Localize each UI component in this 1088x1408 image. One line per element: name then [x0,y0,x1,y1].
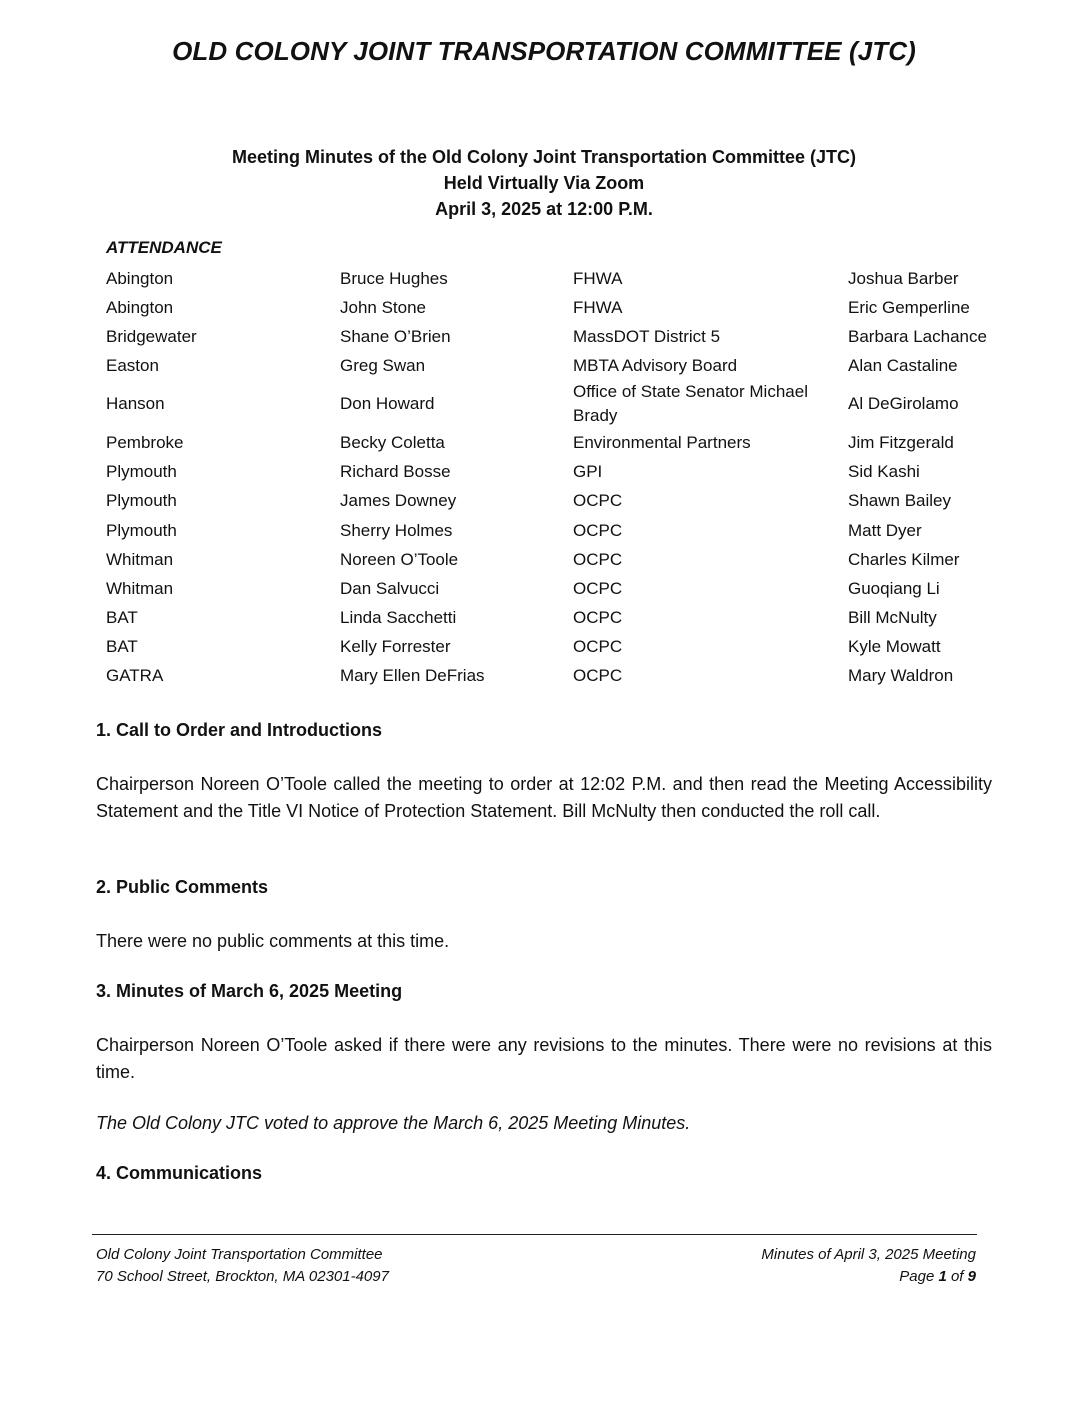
meeting-heading [0,144,1088,222]
attendance-member: Richard Bosse [340,461,451,481]
attendance-row [106,380,1006,428]
attendance-town: Pembroke [106,432,184,452]
attendance-member: James Downey [340,491,457,510]
attendance-member: Kelly Forrester [340,636,451,656]
footer-right [761,1244,976,1288]
attendance-agency: Environmental Partners [573,432,751,452]
section-3-body: Chairperson Noreen O’Toole asked if there were any revisions to the minutes. There were no revisions at this time. [96,1035,992,1082]
attendance-town: Whitman [106,578,174,598]
attendance-agency: OCPC [573,549,623,569]
attendance-attendee: Bill McNulty [848,607,937,627]
attendance-town: Hanson [106,394,165,413]
section-2-title: 2. Public Comments [96,877,269,897]
attendance-row [106,574,1006,603]
attendance-row [106,545,1006,574]
attendance-agency: OCPC [573,636,623,656]
attendance-attendee: Eric Gemperline [848,297,970,317]
attendance-row [106,428,1006,457]
footer-minutes-label: Minutes of April 3, 2025 Meeting [761,1246,976,1263]
attendance-town: BAT [106,636,138,656]
attendance-row [106,661,1006,690]
attendance-agency: MassDOT District 5 [573,326,721,346]
attendance-agency: OCPC [573,607,623,627]
footer-divider [92,1234,977,1235]
attendance-agency: FHWA [573,268,623,288]
attendance-row [106,516,1006,545]
attendance-member: Mary Ellen DeFrias [340,665,485,685]
attendance-member: Don Howard [340,394,435,413]
attendance-attendee: Shawn Bailey [848,491,952,510]
attendance-town: Abington [106,268,174,288]
attendance-row [106,457,1006,486]
attendance-table [106,264,1006,690]
section-1-body: Chairperson Noreen O’Toole called the meeting to order at 12:02 P.M. and then read the Meeting Accessibility Statement and the Title VI Notice of Protection Statement. Bill McNulty then conducted the roll call. [96,774,992,821]
page-current: 1 [938,1268,947,1285]
attendance-town: GATRA [106,665,164,685]
attendance-agency: GPI [573,461,603,481]
attendance-member: Dan Salvucci [340,578,440,598]
attendance-attendee: Kyle Mowatt [848,636,941,656]
attendance-row [106,351,1006,380]
attendance-attendee: Mary Waldron [848,665,954,685]
page-prefix: Page [899,1268,939,1285]
attendance-member: Sherry Holmes [340,520,453,540]
attendance-row [106,486,1006,516]
meeting-heading-line1: Meeting Minutes of the Old Colony Joint Transportation Committee (JTC) [231,147,856,167]
page-of: of [946,1268,968,1285]
attendance-town: Plymouth [106,491,177,510]
footer-left [96,1244,389,1288]
attendance-attendee: Matt Dyer [848,520,922,540]
attendance-member: Bruce Hughes [340,268,448,288]
attendance-member: Linda Sacchetti [340,607,457,627]
attendance-town: BAT [106,607,138,627]
attendance-attendee: Joshua Barber [848,268,959,288]
meeting-heading-line2: Held Virtually Via Zoom [443,173,645,193]
meeting-heading-line3: April 3, 2025 at 12:00 P.M. [435,199,653,219]
section-1-title: 1. Call to Order and Introductions [96,720,383,740]
document-title: OLD COLONY JOINT TRANSPORTATION COMMITTEE (JTC) [172,36,916,66]
section-3-vote: The Old Colony JTC voted to approve the March 6, 2025 Meeting Minutes. [96,1113,691,1133]
attendance-town: Whitman [106,549,174,569]
footer-page-number [761,1266,976,1288]
attendance-member: Becky Coletta [340,432,445,452]
attendance-agency: Office of State Senator Michael Brady [573,382,808,425]
section-2-body: There were no public comments at this time. [96,931,450,951]
attendance-row [106,293,1006,322]
attendance-town: Easton [106,355,159,375]
attendance-row [106,632,1006,661]
footer-address: 70 School Street, Brockton, MA 02301-4097 [96,1268,389,1285]
footer-org-name: Old Colony Joint Transportation Committee [96,1246,383,1263]
attendance-agency: MBTA Advisory Board [573,355,738,375]
attendance-member: Noreen O’Toole [340,549,459,569]
attendance-label: ATTENDANCE [106,238,222,257]
attendance-town: Plymouth [106,461,177,481]
attendance-member: Shane O’Brien [340,326,451,346]
attendance-agency: FHWA [573,297,623,317]
attendance-town: Abington [106,297,174,317]
attendance-row [106,264,1006,293]
attendance-attendee: Charles Kilmer [848,549,960,569]
attendance-row [106,603,1006,632]
attendance-agency: OCPC [573,665,623,685]
attendance-attendee: Barbara Lachance [848,326,987,346]
section-3-title: 3. Minutes of March 6, 2025 Meeting [96,981,403,1001]
page-total: 9 [967,1268,976,1285]
attendance-row [106,322,1006,351]
attendance-agency: OCPC [573,520,623,540]
attendance-agency: OCPC [573,491,623,510]
attendance-town: Bridgewater [106,326,197,346]
attendance-town: Plymouth [106,520,177,540]
attendance-attendee: Jim Fitzgerald [848,432,954,452]
attendance-attendee: Alan Castaline [848,355,958,375]
attendance-attendee: Guoqiang Li [848,578,940,598]
section-4-title: 4. Communications [96,1163,263,1183]
attendance-member: John Stone [340,297,427,317]
attendance-attendee: Sid Kashi [848,461,920,481]
attendance-attendee: Al DeGirolamo [848,394,959,413]
attendance-member: Greg Swan [340,355,426,375]
attendance-agency: OCPC [573,578,623,598]
